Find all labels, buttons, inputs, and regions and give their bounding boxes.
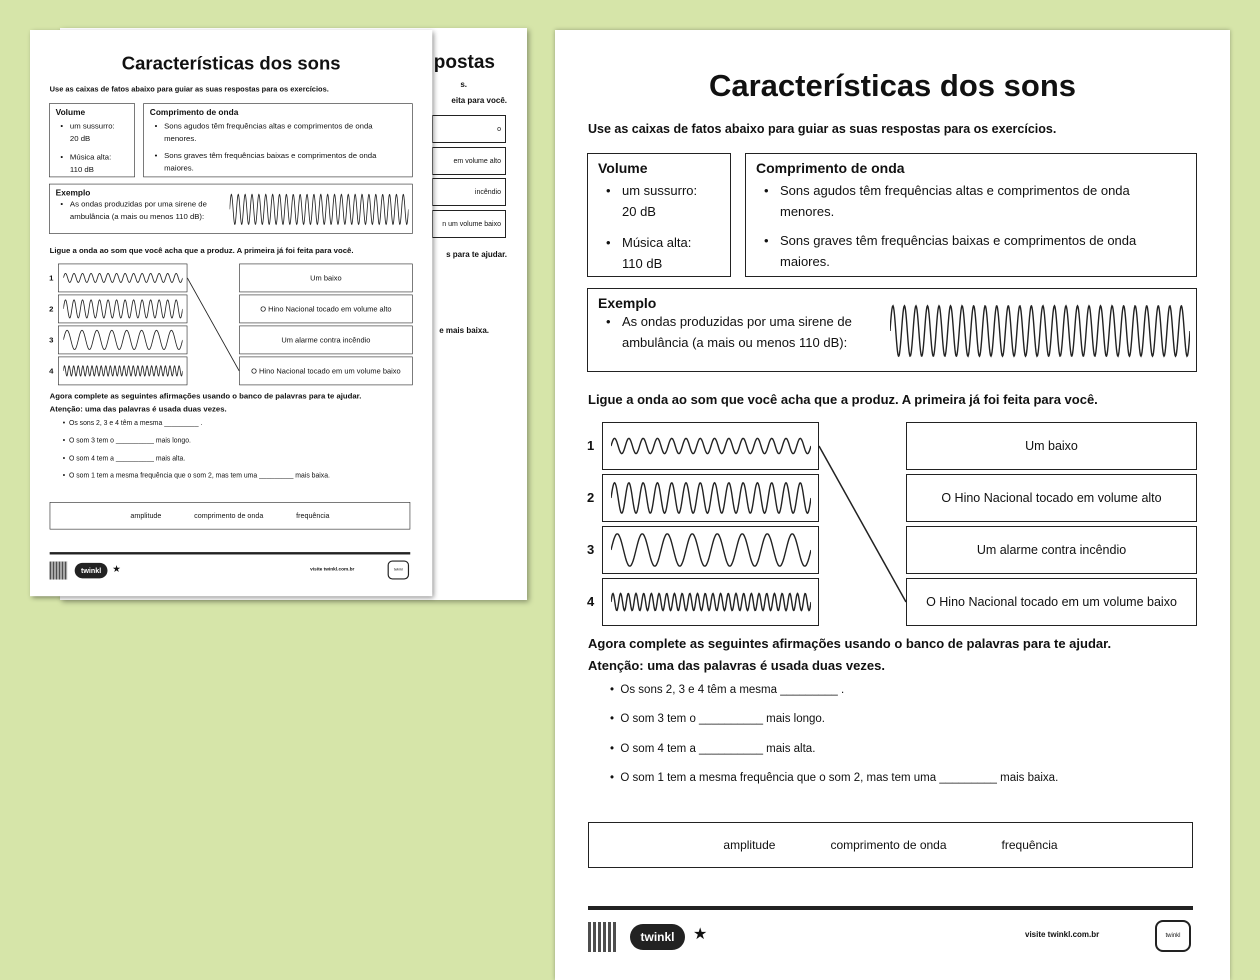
word-bank-item: amplitude — [130, 511, 162, 520]
instruction: Use as caixas de fatos abaixo para guiar as suas respostas para os exercícios. — [49, 84, 329, 94]
worksheet-page-preview — [555, 30, 1230, 980]
sentence: • O som 4 tem a __________ mais alta. — [610, 743, 816, 755]
back-text: s. — [460, 80, 467, 89]
fact-item: • Sons graves têm frequências baixas e comprimentos de onda maiores. — [155, 149, 401, 174]
back-answer-box: o — [432, 115, 506, 143]
row-number: 3 — [587, 542, 595, 557]
footer-divider — [50, 552, 411, 554]
wavelength-fact-box — [143, 103, 412, 177]
worksheet-page-thumbnail — [30, 30, 432, 596]
volume-heading: Volume — [598, 160, 648, 176]
wavelength-heading: Comprimento de onda — [149, 107, 239, 118]
back-answer-box: incêndio — [432, 178, 506, 206]
word-bank-item: comprimento de onda — [830, 838, 947, 852]
match-heading: Ligue a onda ao som que você acha que a produz. A primeira já foi feita para você. — [588, 392, 1098, 407]
back-text: eita para você. — [451, 96, 507, 105]
qr-code-icon — [588, 922, 618, 952]
wave-box — [58, 357, 187, 386]
wave-box — [58, 295, 187, 324]
back-title-fragment: postas — [433, 52, 495, 73]
answer-box[interactable]: O Hino Nacional tocado em um volume baixo — [906, 578, 1197, 626]
word-bank-item: amplitude — [723, 838, 776, 852]
fact-item: • Sons agudos têm frequências altas e comprimentos de onda menores. — [155, 119, 401, 144]
twinkl-logo: twinkl — [75, 563, 108, 578]
wave-box — [602, 578, 819, 626]
attention-note: Atenção: uma das palavras é usada duas vezes. — [588, 658, 885, 673]
answer-box[interactable]: Um baixo — [906, 422, 1197, 470]
sound-wave — [63, 267, 182, 290]
attention-note: Atenção: uma das palavras é usada duas vezes. — [49, 404, 227, 414]
wavelength-fact-box — [745, 153, 1197, 277]
twinkl-logo: twinkl — [630, 924, 685, 950]
wavelength-heading: Comprimento de onda — [756, 160, 905, 176]
qr-code-icon — [50, 562, 68, 580]
answer-box[interactable]: O Hino Nacional tocado em um volume baixo — [239, 357, 412, 386]
page-title: Características dos sons — [708, 68, 1076, 103]
instruction: Use as caixas de fatos abaixo para guiar as suas respostas para os exercícios. — [588, 122, 1057, 136]
sound-wave — [63, 360, 182, 383]
fact-item: • um sussurro: 20 dB — [60, 119, 134, 144]
row-number: 3 — [49, 335, 54, 345]
back-text: e mais baixa. — [439, 326, 489, 335]
row-number: 4 — [49, 366, 54, 376]
example-box — [49, 184, 413, 234]
sentence: • O som 3 tem o __________ mais longo. — [62, 437, 191, 445]
sound-wave — [611, 583, 811, 621]
fact-item: • Música alta: 110 dB — [606, 232, 730, 274]
sentence: • Os sons 2, 3 e 4 têm a mesma _________ . — [610, 684, 845, 696]
page-title: Características dos sons — [121, 52, 341, 74]
complete-heading: Agora complete as seguintes afirmações usando o banco de palavras para te ajudar. — [49, 391, 362, 401]
answer-box[interactable]: Um alarme contra incêndio — [906, 526, 1197, 574]
example-heading: Exemplo — [55, 187, 91, 198]
sound-wave — [63, 298, 182, 321]
word-bank-item: frequência — [1001, 838, 1058, 852]
footer-site: visite twinkl.com.br — [310, 566, 355, 572]
row-number: 1 — [587, 438, 595, 453]
footer-site: visite twinkl.com.br — [1025, 930, 1100, 939]
word-bank-item: comprimento de onda — [194, 511, 264, 520]
checked-badge-icon: twinkl — [388, 560, 409, 579]
answer-box[interactable]: O Hino Nacional tocado em volume alto — [906, 474, 1197, 522]
sound-wave — [611, 479, 811, 517]
answer-box[interactable]: Um alarme contra incêndio — [239, 326, 412, 355]
back-text: s para te ajudar. — [446, 250, 507, 259]
example-box — [587, 288, 1197, 372]
word-bank-item: frequência — [296, 511, 330, 520]
sound-wave — [611, 427, 811, 465]
row-number: 1 — [49, 273, 54, 283]
sentence: • O som 1 tem a mesma frequência que o som 2, mas tem uma _________ mais baixa. — [610, 772, 1059, 784]
answer-box[interactable]: O Hino Nacional tocado em volume alto — [239, 295, 412, 324]
word-bank — [588, 822, 1193, 868]
sound-wave — [611, 531, 811, 569]
row-number: 2 — [49, 304, 54, 314]
row-number: 2 — [587, 490, 595, 505]
sentence: • O som 1 tem a mesma frequência que o som 2, mas tem uma _________ mais baixa. — [62, 472, 330, 480]
row-number: 4 — [587, 594, 595, 609]
match-heading: Ligue a onda ao som que você acha que a produz. A primeira já foi feita para você. — [49, 245, 354, 255]
star-icon: ★ — [112, 564, 121, 575]
sentence: • O som 4 tem a __________ mais alta. — [62, 454, 186, 463]
back-answer-box: em volume alto — [432, 147, 506, 175]
star-icon: ★ — [693, 926, 708, 943]
answer-box[interactable]: Um baixo — [239, 264, 412, 293]
sound-wave — [63, 329, 182, 352]
example-wave — [890, 303, 1190, 359]
wave-box — [58, 326, 187, 355]
volume-heading: Volume — [55, 107, 86, 118]
example-wave — [230, 193, 409, 226]
wave-box — [58, 264, 187, 293]
sentence: • O som 3 tem o __________ mais longo. — [610, 713, 825, 725]
example-text: • As ondas produzidas por uma sirene de ambulância (a mais ou menos 110 dB): — [60, 197, 233, 222]
example-heading: Exemplo — [598, 295, 657, 311]
fact-item: • Sons graves têm frequências baixas e comprimentos de onda maiores. — [764, 230, 1176, 272]
fact-item: • Sons agudos têm frequências altas e comprimentos de onda menores. — [764, 180, 1176, 222]
wave-box — [602, 474, 819, 522]
wave-box — [602, 526, 819, 574]
wave-box — [602, 422, 819, 470]
volume-fact-box — [587, 153, 731, 277]
complete-heading: Agora complete as seguintes afirmações usando o banco de palavras para te ajudar. — [588, 636, 1112, 651]
sentence: • Os sons 2, 3 e 4 têm a mesma _________ . — [62, 419, 203, 427]
footer-divider — [588, 906, 1193, 910]
word-bank — [50, 502, 411, 529]
volume-fact-box — [49, 103, 135, 177]
fact-item: • um sussurro: 20 dB — [606, 180, 730, 222]
example-text: • As ondas produzidas por uma sirene de ambulância (a mais ou menos 110 dB): — [606, 311, 896, 353]
back-answer-box: n um volume baixo — [432, 210, 506, 238]
fact-item: • Música alta: 110 dB — [60, 150, 134, 175]
checked-badge-icon: twinkl — [1155, 920, 1191, 952]
